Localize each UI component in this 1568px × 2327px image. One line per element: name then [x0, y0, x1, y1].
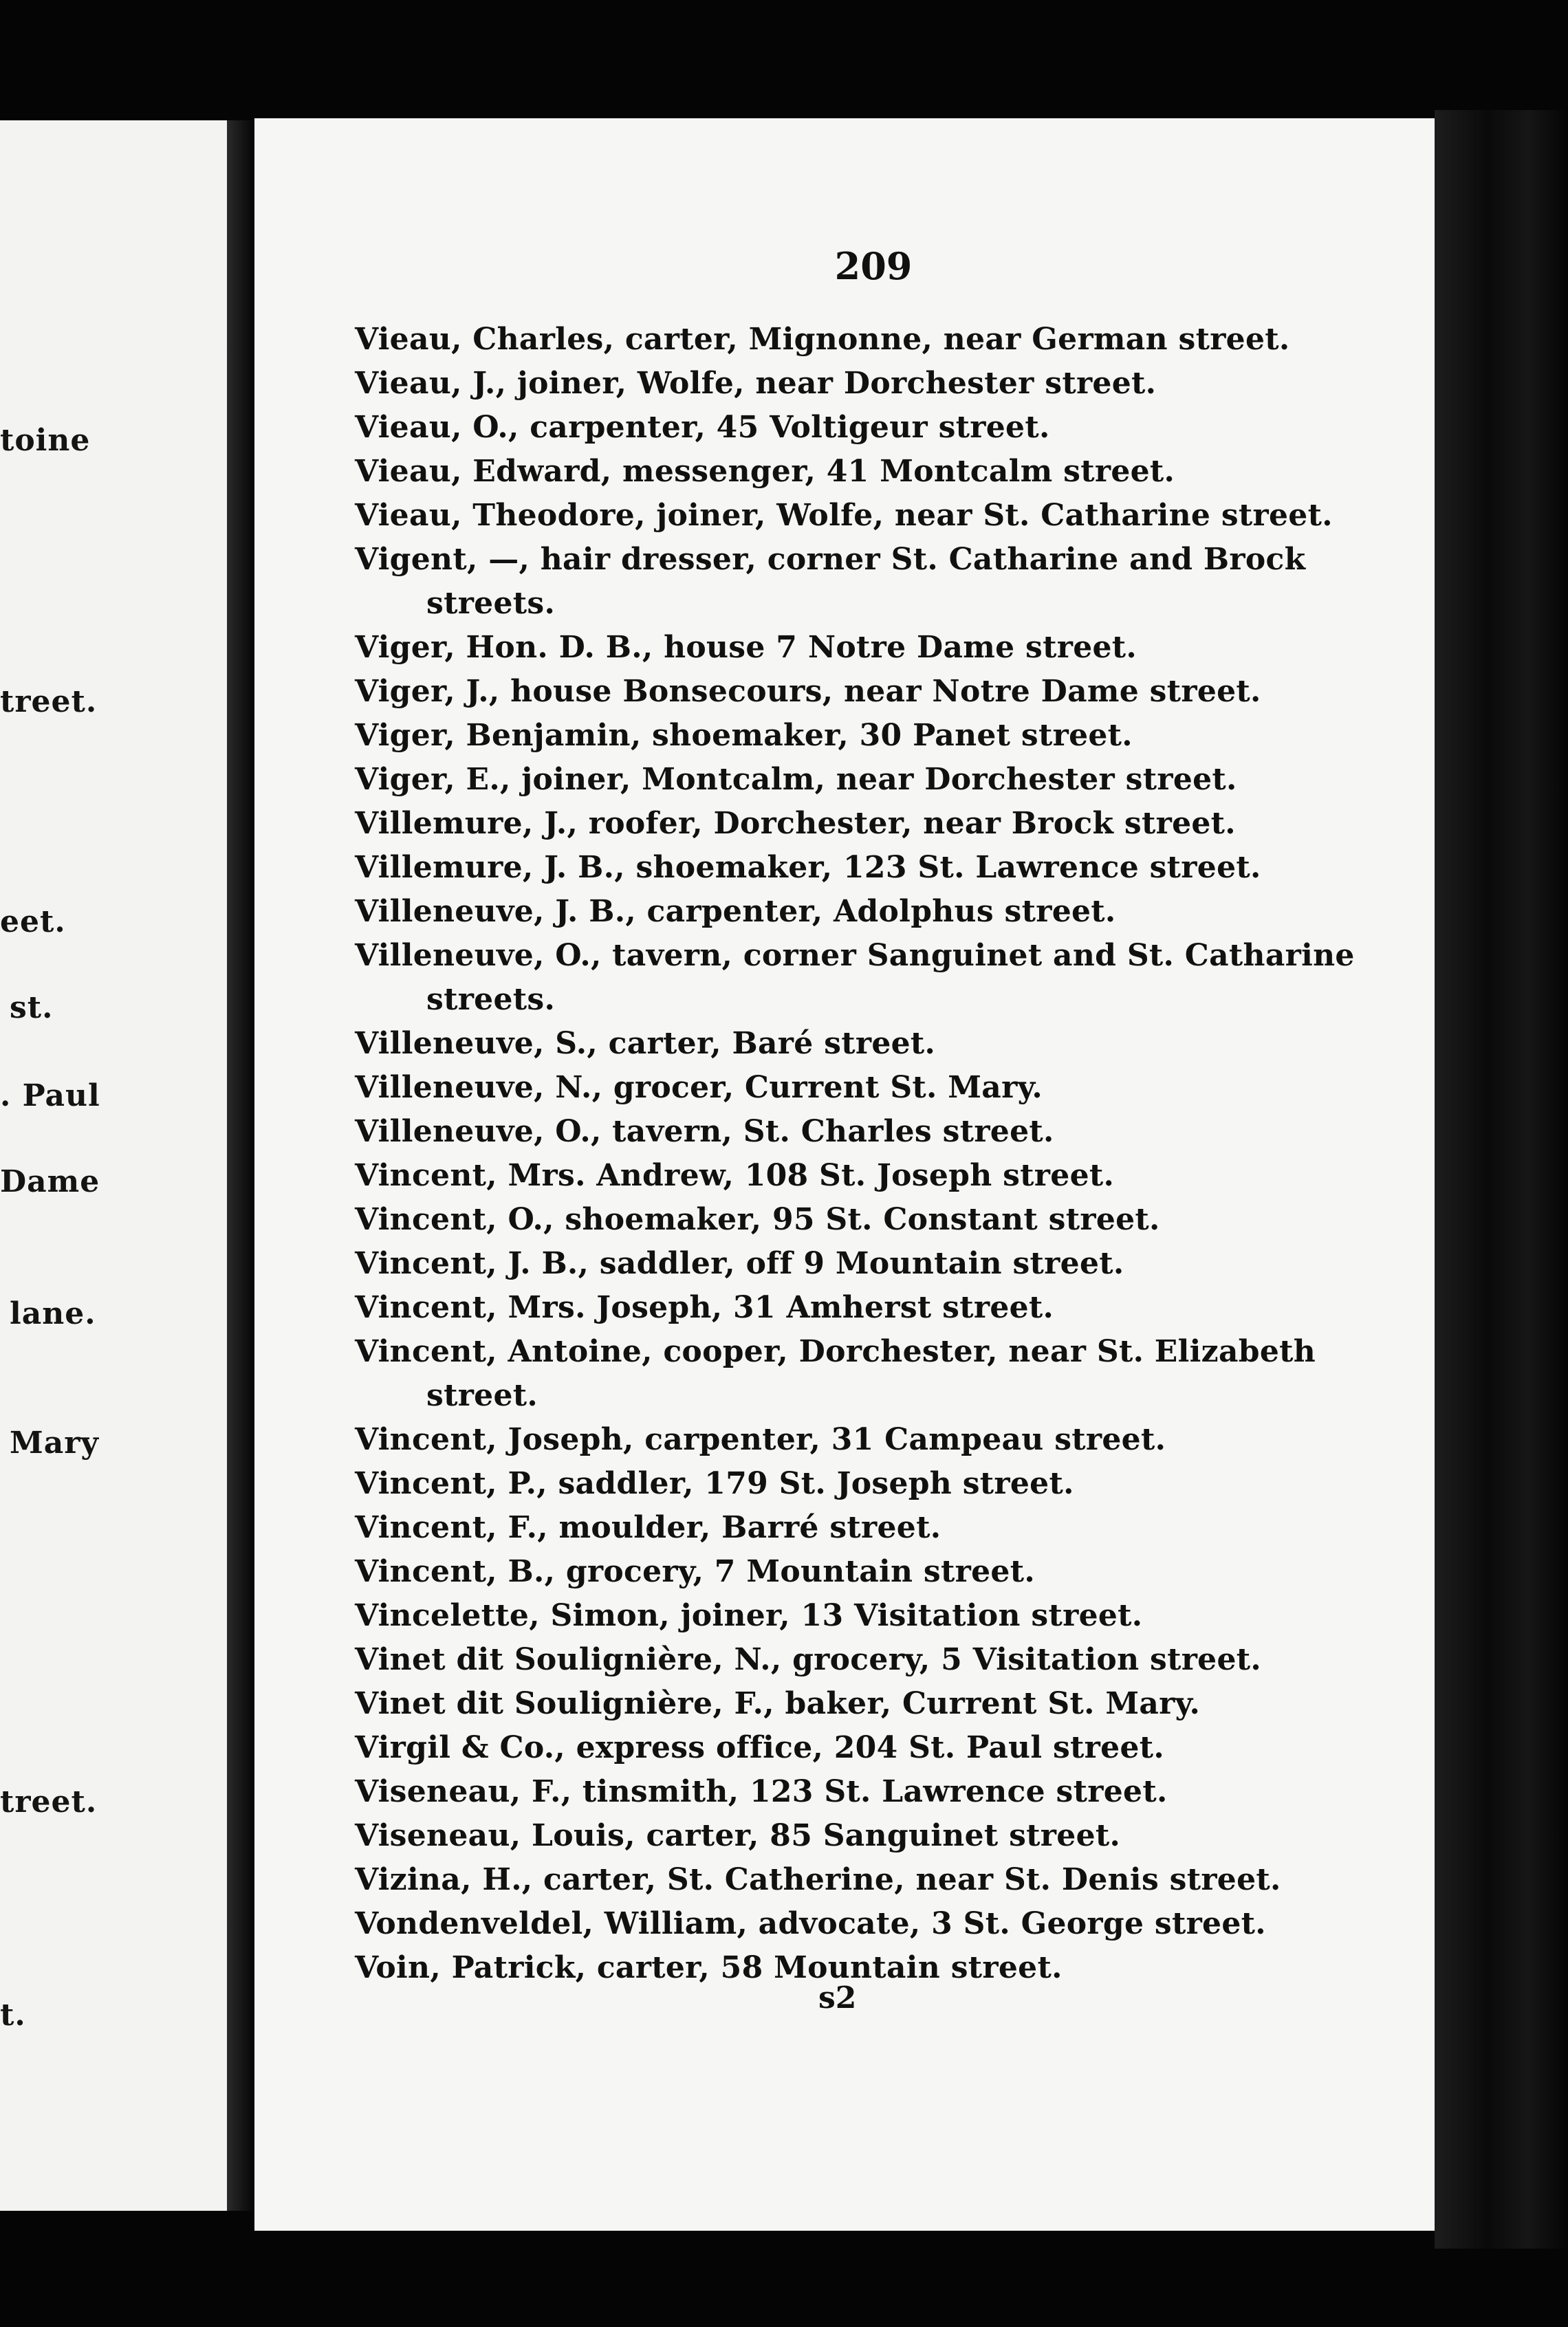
printer-signature: s2	[818, 1980, 857, 2015]
directory-entry: Vincent, Joseph, carpenter, 31 Campeau street.	[355, 1422, 1166, 1457]
left-fragment: eet.	[0, 904, 66, 939]
directory-entry: Villeneuve, N., grocer, Current St. Mary.	[355, 1070, 1043, 1105]
directory-entry: Viger, Hon. D. B., house 7 Notre Dame street.	[355, 630, 1137, 665]
directory-entry: Vondenveldel, William, advocate, 3 St. George street.	[355, 1906, 1266, 1941]
left-fragment: . Paul	[0, 1078, 100, 1113]
directory-entry: Vincent, J. B., saddler, off 9 Mountain street.	[355, 1246, 1124, 1281]
directory-entries	[355, 318, 1355, 1990]
directory-entry: Vinet dit Soulignière, F., baker, Current St. Mary.	[355, 1686, 1201, 1721]
directory-entry: Vizina, H., carter, St. Catherine, near St. Denis street.	[355, 1862, 1281, 1897]
entry-continuation: street.	[426, 1378, 538, 1413]
directory-entry: Vieau, Edward, messenger, 41 Montcalm street.	[355, 454, 1175, 489]
directory-entry: Vincent, Mrs. Joseph, 31 Amherst street.	[355, 1290, 1054, 1325]
directory-entry: Villeneuve, S., carter, Baré street.	[355, 1026, 936, 1061]
directory-entry: Villeneuve, J. B., carpenter, Adolphus street.	[355, 894, 1116, 929]
left-fragment: lane.	[10, 1296, 96, 1331]
page-number: 209	[834, 244, 913, 288]
directory-entry: Vincent, Mrs. Andrew, 108 St. Joseph street.	[355, 1158, 1115, 1193]
entry-continuation: streets.	[426, 586, 556, 621]
directory-entry: Vincelette, Simon, joiner, 13 Visitation street.	[355, 1598, 1143, 1633]
directory-entry: Vincent, O., shoemaker, 95 St. Constant street.	[355, 1202, 1160, 1237]
directory-entry: Virgil & Co., express office, 204 St. Paul street.	[355, 1730, 1164, 1765]
directory-entry: Villemure, J., roofer, Dorchester, near Brock street.	[355, 806, 1236, 841]
directory-entry: Vigent, —, hair dresser, corner St. Catharine and Brock	[355, 542, 1306, 577]
left-fragment: Dame	[0, 1164, 100, 1199]
directory-entry: Vincent, P., saddler, 179 St. Joseph street.	[355, 1466, 1074, 1501]
left-fragment: t.	[0, 1998, 26, 2033]
directory-entry: Voin, Patrick, carter, 58 Mountain street.	[355, 1950, 1063, 1985]
directory-entry: Villeneuve, O., tavern, St. Charles street.	[355, 1114, 1054, 1149]
left-fragment: treet.	[0, 684, 98, 719]
left-fragment: treet.	[0, 1784, 98, 1820]
directory-entry: Vieau, J., joiner, Wolfe, near Dorchester street.	[355, 366, 1157, 401]
directory-entry: Villemure, J. B., shoemaker, 123 St. Lawrence street.	[355, 850, 1261, 885]
directory-entry: Villeneuve, O., tavern, corner Sanguinet and St. Catharine	[355, 938, 1355, 973]
entry-continuation: streets.	[426, 982, 556, 1017]
left-fragment: st.	[10, 990, 54, 1025]
directory-entry: Vincent, F., moulder, Barré street.	[355, 1510, 941, 1545]
directory-entry: Vincent, B., grocery, 7 Mountain street.	[355, 1554, 1035, 1589]
left-page	[0, 120, 243, 2211]
directory-entry: Vieau, Theodore, joiner, Wolfe, near St. Catharine street.	[355, 498, 1333, 533]
page-edge-band	[1435, 110, 1568, 2249]
directory-entry: Viseneau, F., tinsmith, 123 St. Lawrence street.	[355, 1774, 1168, 1809]
directory-entry: Vincent, Antoine, cooper, Dorchester, near St. Elizabeth	[355, 1334, 1316, 1369]
directory-entry: Viger, E., joiner, Montcalm, near Dorchester street.	[355, 762, 1237, 797]
directory-entry: Viger, J., house Bonsecours, near Notre Dame street.	[355, 674, 1261, 709]
directory-entry: Viseneau, Louis, carter, 85 Sanguinet street.	[355, 1818, 1121, 1853]
gutter-shadow	[227, 120, 254, 2211]
directory-entry: Vieau, O., carpenter, 45 Voltigeur street.	[355, 410, 1050, 445]
left-fragment: Mary	[10, 1425, 99, 1461]
left-fragment: toine	[0, 423, 91, 458]
directory-entry: Viger, Benjamin, shoemaker, 30 Panet street.	[355, 718, 1133, 753]
directory-entry: Vieau, Charles, carter, Mignonne, near German street.	[355, 322, 1290, 357]
directory-entry: Vinet dit Soulignière, N., grocery, 5 Visitation street.	[355, 1642, 1262, 1677]
